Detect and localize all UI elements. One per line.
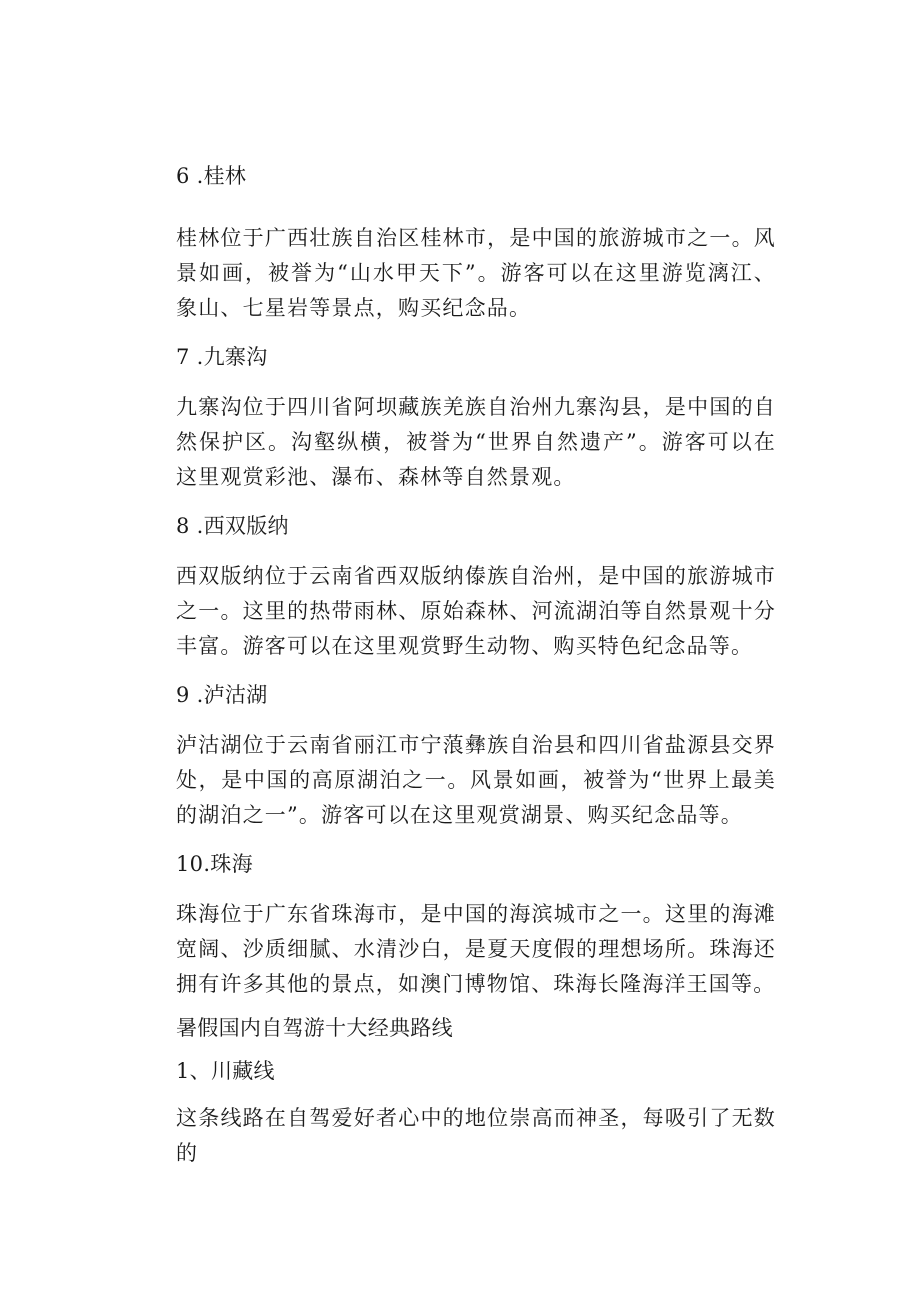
section-body-xishuangbanna [176, 559, 776, 664]
section-heading-zhuhai: 10.珠海 [176, 852, 253, 876]
route-body [176, 1101, 776, 1171]
section-heading-xishuangbanna: 8 .西双版纳 [176, 514, 289, 538]
route-heading: 1、川藏线 [176, 1059, 275, 1083]
section-heading-guilin: 6 .桂林 [176, 164, 247, 188]
section-body-text: 珠海位于广东省珠海市，是中国的海滨城市之一。这里的海滩宽阔、沙质细腻、水清沙白，是夏天度假的理想场所。珠海还拥有许多其他的景点，如澳门博物馆、珠海长隆海洋王国等。 [176, 902, 776, 996]
section-body-text: 桂林位于广西壮族自治区桂林市，是中国的旅游城市之一。风景如画，被誉为“山水甲天下”。游客可以在这里游览漓江、象山、七星岩等景点，购买纪念品。 [176, 226, 776, 320]
section-body-zhuhai [176, 897, 776, 1002]
route-body-text: 这条线路在自驾爱好者心中的地位崇高而神圣，每吸引了无数的 [176, 1106, 776, 1165]
section-body-text: 泸沽湖位于云南省丽江市宁蒗彝族自治县和四川省盐源县交界处，是中国的高原湖泊之一。风景如画，被誉为“世界上最美的湖泊之一”。游客可以在这里观赏湖景、购买纪念品等。 [176, 733, 776, 827]
subtitle: 暑假国内自驾游十大经典路线 [176, 1016, 453, 1040]
section-body-guilin [176, 221, 776, 326]
section-body-jiuzhaigou [176, 390, 776, 495]
section-body-text: 九寨沟位于四川省阿坝藏族羌族自治州九寨沟县，是中国的自然保护区。沟壑纵横，被誉为“世界自然遗产”。游客可以在这里观赏彩池、瀑布、森林等自然景观。 [176, 395, 776, 489]
section-body-text: 西双版纳位于云南省西双版纳傣族自治州，是中国的旅游城市之一。这里的热带雨林、原始森林、河流湖泊等自然景观十分丰富。游客可以在这里观赏野生动物、购买特色纪念品等。 [176, 564, 776, 658]
section-heading-luguhu: 9 .泸沽湖 [176, 683, 268, 707]
section-heading-jiuzhaigou: 7 .九寨沟 [176, 345, 268, 369]
section-body-luguhu [176, 728, 776, 833]
